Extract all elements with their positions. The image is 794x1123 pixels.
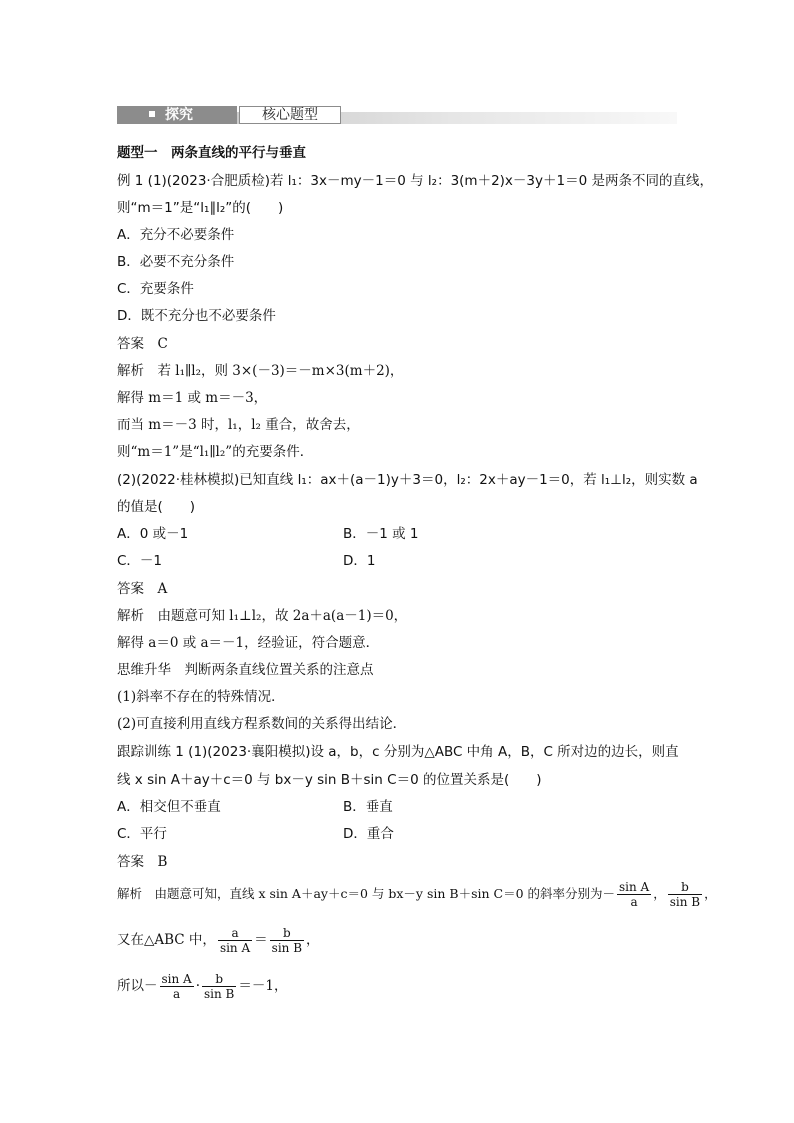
solution-2-line1: 解析 由题意可知 l₁⊥l₂，故 2a＋a(a－1)＝0， [117,608,408,624]
fraction-b-over-sinB: $\frac{b}{\text{sin B}}$ [669,880,701,909]
answer-1: 答案 C [117,336,168,352]
option-b: B．必要不充分条件 [117,254,235,270]
equals-sign: ＝ [254,932,268,948]
section-header-bar [117,104,677,126]
solution-3-line2-text: 又在△ABC 中， [117,932,216,948]
solution-3-line3 [117,972,287,1001]
answer-2: 答案 A [117,581,168,597]
training-1-stem-line2: 线 x sin A＋ay＋c＝0 与 bx－y sin B＋sin C＝0 的位置关系是( ) [117,772,542,788]
example-1-part2-stem-line2: 的值是( ) [117,499,196,515]
comma: ， [653,886,666,901]
option-c: C．－1 [117,553,163,569]
example-1-stem-line2: 则“m＝1”是“l₁∥l₂”的( ) [117,200,284,216]
solution-3-line3-text: 所以－ [117,978,158,994]
times-dot: · [195,978,201,994]
option-b: B．垂直 [343,799,393,815]
header-tag-core: 核心题型 [239,106,341,124]
fraction-a-over-sinA: $\frac{a}{\text{sin A}}$ [219,926,251,955]
option-a: A．0 或－1 [117,526,189,542]
option-c: C．平行 [117,826,167,842]
solution-1-line4: 则“m＝1”是“l₁∥l₂”的充要条件． [117,444,314,460]
answer-3: 答案 B [117,854,168,870]
option-c: C．充要条件 [117,281,194,297]
solution-1-line1: 解析 若 l₁∥l₂，则 3×(－3)＝－m×3(m＋2)， [117,363,404,379]
comma: ， [306,932,320,948]
header-tag-explore: 探究 [117,106,237,124]
fraction-sinA-over-a: $\frac{\text{sin A}}{a}$ [619,880,650,909]
example-1-stem-line1: 例 1 (1)(2023·合肥质检)若 l₁：3x－my－1＝0 与 l₂：3(m＋2)x－3y＋1＝0 是两条不同的直线， [117,173,713,189]
result: ＝－1， [238,978,288,994]
comma: ， [704,886,717,901]
insight-point-1: (1)斜率不存在的特殊情况． [117,689,285,705]
solution-2-line2: 解得 a＝0 或 a＝－1，经验证，符合题意． [117,635,380,651]
square-bullet-icon [149,111,155,117]
option-d: D．1 [343,553,376,569]
solution-3-line1 [117,880,717,909]
insight-point-2: (2)可直接利用直线方程系数间的关系得出结论． [117,716,407,732]
solution-3-line2 [117,926,320,955]
example-1-part2-stem-line1: (2)(2022·桂林模拟)已知直线 l₁：ax＋(a－1)y＋3＝0，l₂：2x＋ay－1＝0，若 l₁⊥l₂，则实数 a [117,472,698,488]
fraction-b-over-sinB: $\frac{b}{\text{sin B}}$ [204,972,235,1001]
option-a: A．充分不必要条件 [117,227,235,243]
option-a: A．相交但不垂直 [117,799,221,815]
fraction-sinA-over-a: $\frac{\text{sin A}}{a}$ [161,972,192,1001]
option-b: B．－1 或 1 [343,526,419,542]
training-1-stem-line1: 跟踪训练 1 (1)(2023·襄阳模拟)设 a，b，c 分别为△ABC 中角 A，B，C 所对边的边长，则直 [117,744,679,760]
section-title: 题型一 两条直线的平行与垂直 [117,145,306,161]
insight-title: 思维升华 判断两条直线位置关系的注意点 [117,662,374,678]
solution-1-line2: 解得 m＝1 或 m＝－3， [117,390,268,406]
solution-1-line3: 而当 m＝－3 时，l₁，l₂ 重合，故舍去， [117,417,360,433]
fraction-b-over-sinB: $\frac{b}{\text{sin B}}$ [271,926,303,955]
option-d: D．既不充分也不必要条件 [117,308,276,324]
solution-3-line1-text: 解析 由题意可知，直线 x sin A＋ay＋c＝0 与 bx－y sin B＋sin C＝0 的斜率分别为－ [117,886,616,901]
option-d: D．重合 [343,826,394,842]
